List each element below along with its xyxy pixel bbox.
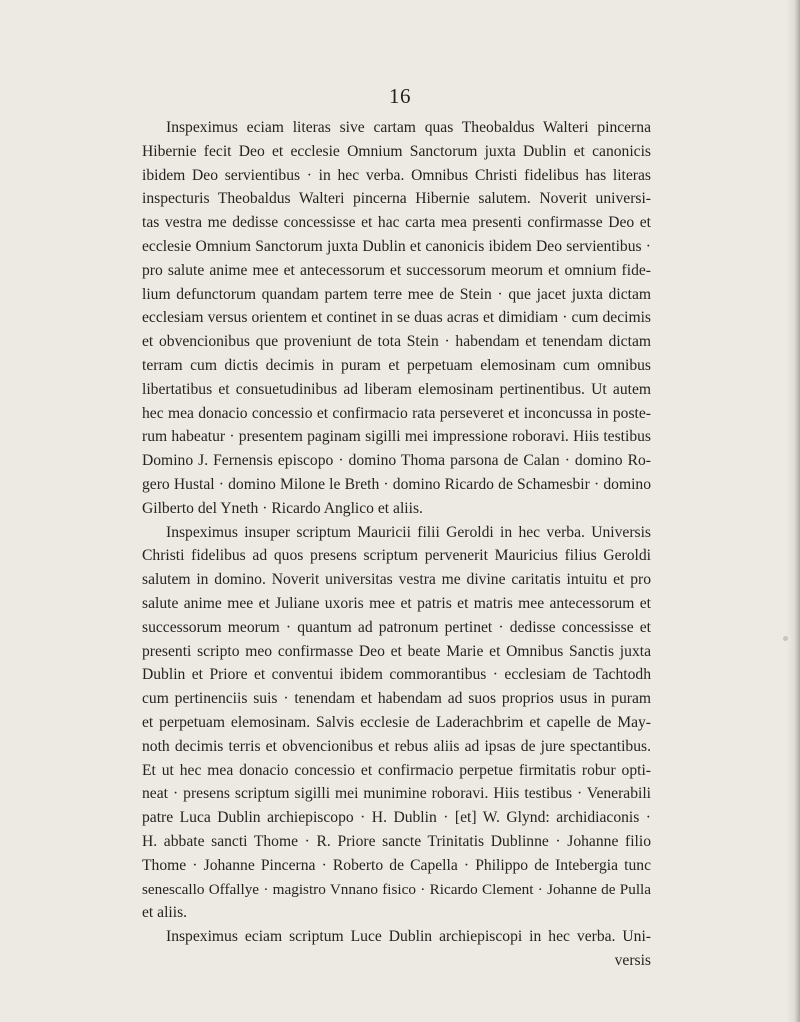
text-line: salute anime mee et Juliane uxoris mee et patris et matris mee antecessorum et bbox=[142, 594, 651, 612]
text-line: gero Hustal · domino Milone le Breth · domino Ricardo de Schamesbir · domino bbox=[142, 475, 651, 493]
text-line: ecclesiam versus orientem et continet in se duas acras et dimidiam · cum decimis bbox=[142, 309, 651, 327]
text-line: Inspeximus eciam scriptum Luce Dublin archiepiscopi in hec verba. Uni- bbox=[166, 928, 651, 946]
text-line: ibidem Deo servientibus · in hec verba. Omnibus Christi fidelibus has literas bbox=[142, 166, 651, 184]
text-line: senescallo Offallye · magistro Vnnano fisico · Ricardo Clement · Johanne de Pulla bbox=[142, 880, 651, 898]
text-line: salutem in domino. Noverit universitas vestra me divine caritatis intuitu et pro bbox=[142, 571, 651, 589]
text-line: Gilberto del Yneth · Ricardo Anglico et aliis. bbox=[142, 499, 423, 517]
text-line: lium defunctorum quandam partem terre mee de Stein · que jacet juxta dictam bbox=[142, 285, 651, 303]
text-line: Hibernie fecit Deo et ecclesie Omnium Sanctorum juxta Dublin et canonicis bbox=[142, 142, 651, 160]
text-line: Thome · Johanne Pincerna · Roberto de Capella · Philippo de Intebergia tunc bbox=[142, 856, 651, 874]
page-edge-shadow bbox=[786, 0, 800, 1022]
text-line: Domino J. Fernensis episcopo · domino Thoma parsona de Calan · domino Ro- bbox=[142, 452, 651, 470]
text-line: Et ut hec mea donacio concessio et confirmacio perpetue firmitatis robur opti- bbox=[142, 761, 651, 779]
text-line: Christi fidelibus ad quos presens scriptum pervenerit Mauricius filius Geroldi bbox=[142, 547, 651, 565]
text-line: et aliis. bbox=[142, 904, 188, 922]
text-line: noth decimis terris et obvencionibus et rebus aliis ad ipsas de jure spectantibus. bbox=[142, 737, 651, 755]
text-line: successorum meorum · quantum ad patronum pertinet · dedisse concessisse et bbox=[142, 618, 651, 636]
text-line: et obvencionibus que proveniunt de tota Stein · habendam et tenendam dictam bbox=[142, 333, 651, 351]
text-line: rum habeatur · presentem paginam sigilli mei impressione roboravi. Hiis testibus bbox=[142, 428, 651, 446]
text-line: patre Luca Dublin archiepiscopo · H. Dublin · [et] W. Glynd: archidiaconis · bbox=[142, 809, 651, 827]
text-line: libertatibus et consuetudinibus ad liberam elemosinam pertinentibus. Ut autem bbox=[142, 380, 651, 398]
text-line: H. abbate sancti Thome · R. Priore sancte Trinitatis Dublinne · Johanne filio bbox=[142, 832, 651, 850]
text-line: neat · presens scriptum sigilli mei munimine roboravi. Hiis testibus · Venerabili bbox=[142, 785, 651, 803]
body-text bbox=[142, 116, 651, 973]
text-line: tas vestra me dedisse concessisse et hac carta mea presenti confirmasse Deo et bbox=[142, 214, 651, 232]
page-number: 16 bbox=[389, 84, 411, 108]
text-line: ecclesie Omnium Sanctorum juxta Dublin et canonicis ibidem Deo servientibus · bbox=[142, 237, 651, 255]
text-line: hec mea donacio concessio et confirmacio rata perseveret et inconcussa in poste- bbox=[142, 404, 651, 422]
text-line: et perpetuam elemosinam. Salvis ecclesie de Laderachbrim et capelle de May- bbox=[142, 713, 651, 731]
text-line: presenti scripto meo confirmasse Deo et beate Marie et Omnibus Sanctis juxta bbox=[142, 642, 651, 660]
text-line: Inspeximus insuper scriptum Mauricii filii Geroldi in hec verba. Universis bbox=[166, 523, 651, 541]
text-line: Inspeximus eciam literas sive cartam quas Theobaldus Walteri pincerna bbox=[166, 119, 651, 136]
text-line: pro salute anime mee et antecessorum et successorum meorum et omnium fide- bbox=[142, 261, 651, 279]
text-line: Dublin et Priore et conventui ibidem commorantibus · ecclesiam de Tachtodh bbox=[142, 666, 651, 684]
text-line: inspecturis Theobaldus Walteri pincerna Hibernie salutem. Noverit universi- bbox=[142, 190, 651, 208]
text-line: versis bbox=[614, 951, 651, 969]
text-line: terram cum dictis decimis in puram et perpetuam elemosinam cum omnibus bbox=[142, 356, 651, 374]
text-line: cum pertinenciis suis · tenendam et habendam ad suos proprios usus in puram bbox=[142, 690, 651, 708]
